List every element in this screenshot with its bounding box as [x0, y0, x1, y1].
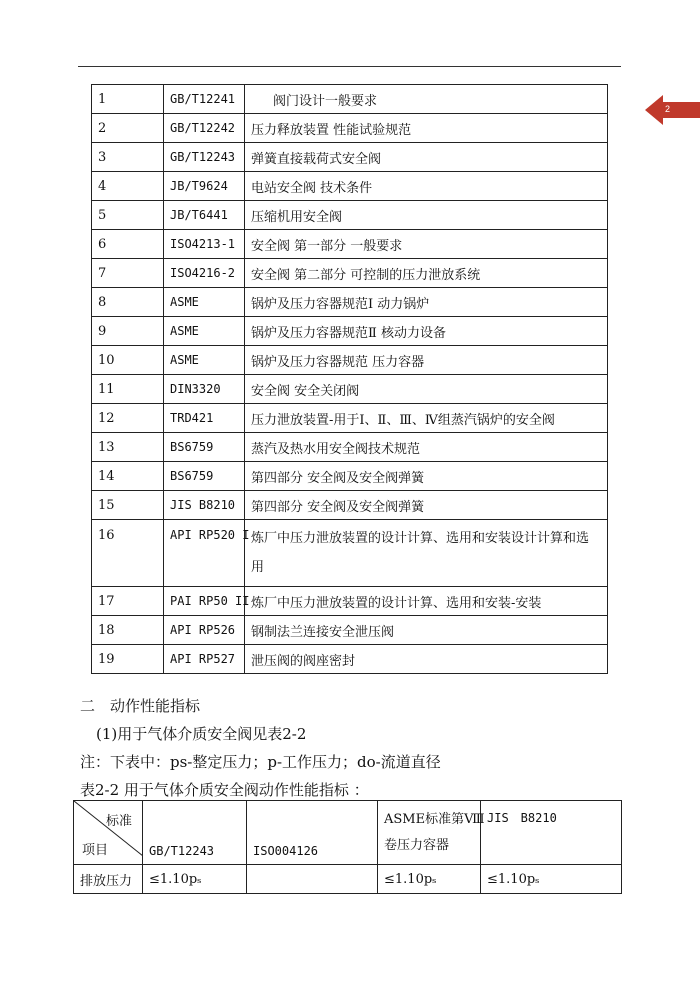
standard-code: BS6759: [164, 462, 245, 491]
page-number-badge: [645, 95, 700, 125]
standard-number: 12: [92, 404, 164, 433]
standard-number: 16: [92, 520, 164, 587]
standard-code: GB/T12243: [164, 143, 245, 172]
standard-number: 2: [92, 114, 164, 143]
standard-row: [92, 433, 608, 462]
standard-number: 10: [92, 346, 164, 375]
standard-number: 15: [92, 491, 164, 520]
row-value-jis: ≤1.10pₛ: [481, 865, 622, 894]
header-iso: ISO004126: [247, 801, 378, 865]
standard-row: [92, 317, 608, 346]
standard-number: 14: [92, 462, 164, 491]
standard-number: 17: [92, 587, 164, 616]
standard-row: [92, 114, 608, 143]
standard-name: 钢制法兰连接安全泄压阀: [245, 616, 608, 645]
standard-code: JIS B8210: [164, 491, 245, 520]
standard-code: ISO4213-1: [164, 230, 245, 259]
standard-name: 泄压阀的阀座密封: [245, 645, 608, 674]
standard-number: 11: [92, 375, 164, 404]
performance-table-header: [74, 801, 622, 865]
standard-code: API RP527: [164, 645, 245, 674]
standard-name: 蒸汽及热水用安全阀技术规范: [245, 433, 608, 462]
standard-name: 弹簧直接载荷式安全阀: [245, 143, 608, 172]
standard-row: [92, 375, 608, 404]
standard-name: 安全阀 安全关闭阀: [245, 375, 608, 404]
standard-code: BS6759: [164, 433, 245, 462]
standard-name: 安全阀 第二部分 可控制的压力泄放系统: [245, 259, 608, 288]
standard-name: 锅炉及压力容器规范Ⅰ 动力锅炉: [245, 288, 608, 317]
standard-number: 3: [92, 143, 164, 172]
performance-table: [73, 800, 622, 894]
standard-code: ASME: [164, 317, 245, 346]
standard-row: [92, 616, 608, 645]
standard-name: 阀门设计一般要求: [245, 85, 608, 114]
performance-row: [74, 865, 622, 894]
standard-row: [92, 172, 608, 201]
row-value-asme: ≤1.10pₛ: [378, 865, 481, 894]
standard-name: 压力泄放装置-用于Ⅰ、Ⅱ、Ⅲ、Ⅳ组蒸汽锅炉的安全阀: [245, 404, 608, 433]
standards-table: [91, 84, 608, 674]
standard-name: 炼厂中压力泄放装置的设计计算、选用和安装设计计算和选用: [245, 520, 608, 587]
standard-number: 19: [92, 645, 164, 674]
standard-name: 锅炉及压力容器规范 压力容器: [245, 346, 608, 375]
header-gb: GB/T12243: [143, 801, 247, 865]
standard-code: JB/T9624: [164, 172, 245, 201]
standard-row: [92, 587, 608, 616]
standard-number: 9: [92, 317, 164, 346]
row-label: 排放压力: [74, 865, 143, 894]
standard-number: 5: [92, 201, 164, 230]
standard-row: [92, 404, 608, 433]
standard-number: 6: [92, 230, 164, 259]
header-rule: [78, 66, 621, 67]
standard-code: API RP520 I: [164, 520, 245, 587]
subsection-title: (1)用于气体介质安全阀见表2-2: [96, 725, 307, 743]
table-caption: 表2-2 用于气体介质安全阀动作性能指标 ：: [80, 781, 369, 799]
standard-code: ISO4216-2: [164, 259, 245, 288]
standard-code: DIN3320: [164, 375, 245, 404]
standard-row: [92, 520, 608, 587]
standard-row: [92, 288, 608, 317]
standard-code: API RP526: [164, 616, 245, 645]
standard-row: [92, 259, 608, 288]
header-asme: [378, 801, 485, 865]
header-asme-line2: 卷压力容器: [384, 837, 450, 853]
standard-name: 第四部分 安全阀及安全阀弹簧: [245, 491, 608, 520]
standard-code: ASME: [164, 288, 245, 317]
standard-number: 1: [92, 85, 164, 114]
standard-code: PAI RP50 II: [164, 587, 245, 616]
standard-row: [92, 346, 608, 375]
standard-number: 8: [92, 288, 164, 317]
standard-name: 炼厂中压力泄放装置的设计计算、选用和安装-安装: [245, 587, 608, 616]
standard-row: [92, 491, 608, 520]
standard-name: 安全阀 第一部分 一般要求: [245, 230, 608, 259]
page-badge-arrow-icon: [645, 95, 700, 125]
standard-name: 电站安全阀 技术条件: [245, 172, 608, 201]
table-note: 注：下表中：ps-整定压力；p-工作压力；do-流道直径: [80, 753, 441, 771]
standard-number: 7: [92, 259, 164, 288]
standard-number: 4: [92, 172, 164, 201]
header-asme-line1: ASME标准第Ⅷ: [384, 811, 485, 827]
standard-row: [92, 201, 608, 230]
standard-name: 压力释放装置 性能试验规范: [245, 114, 608, 143]
header-jis: JIS B8210: [481, 801, 622, 865]
row-value-iso: [247, 865, 378, 894]
standard-row: [92, 85, 608, 114]
standard-name: 锅炉及压力容器规范Ⅱ 核动力设备: [245, 317, 608, 346]
standard-code: ASME: [164, 346, 245, 375]
standard-row: [92, 462, 608, 491]
standard-row: [92, 645, 608, 674]
page-number: 2: [665, 104, 671, 114]
standard-number: 13: [92, 433, 164, 462]
standard-number: 18: [92, 616, 164, 645]
standard-row: [92, 143, 608, 172]
row-value-gb: ≤1.10pₛ: [143, 865, 247, 894]
section-title: 二 动作性能指标: [80, 697, 201, 715]
standard-code: GB/T12241: [164, 85, 245, 114]
standard-code: TRD421: [164, 404, 245, 433]
standard-name: 压缩机用安全阀: [245, 201, 608, 230]
standard-code: GB/T12242: [164, 114, 245, 143]
standard-name: 第四部分 安全阀及安全阀弹簧: [245, 462, 608, 491]
corner-standard-label: 标准: [105, 814, 132, 829]
corner-item-label: 项目: [82, 843, 109, 858]
standard-code: JB/T6441: [164, 201, 245, 230]
standard-row: [92, 230, 608, 259]
corner-cell: [74, 801, 143, 865]
